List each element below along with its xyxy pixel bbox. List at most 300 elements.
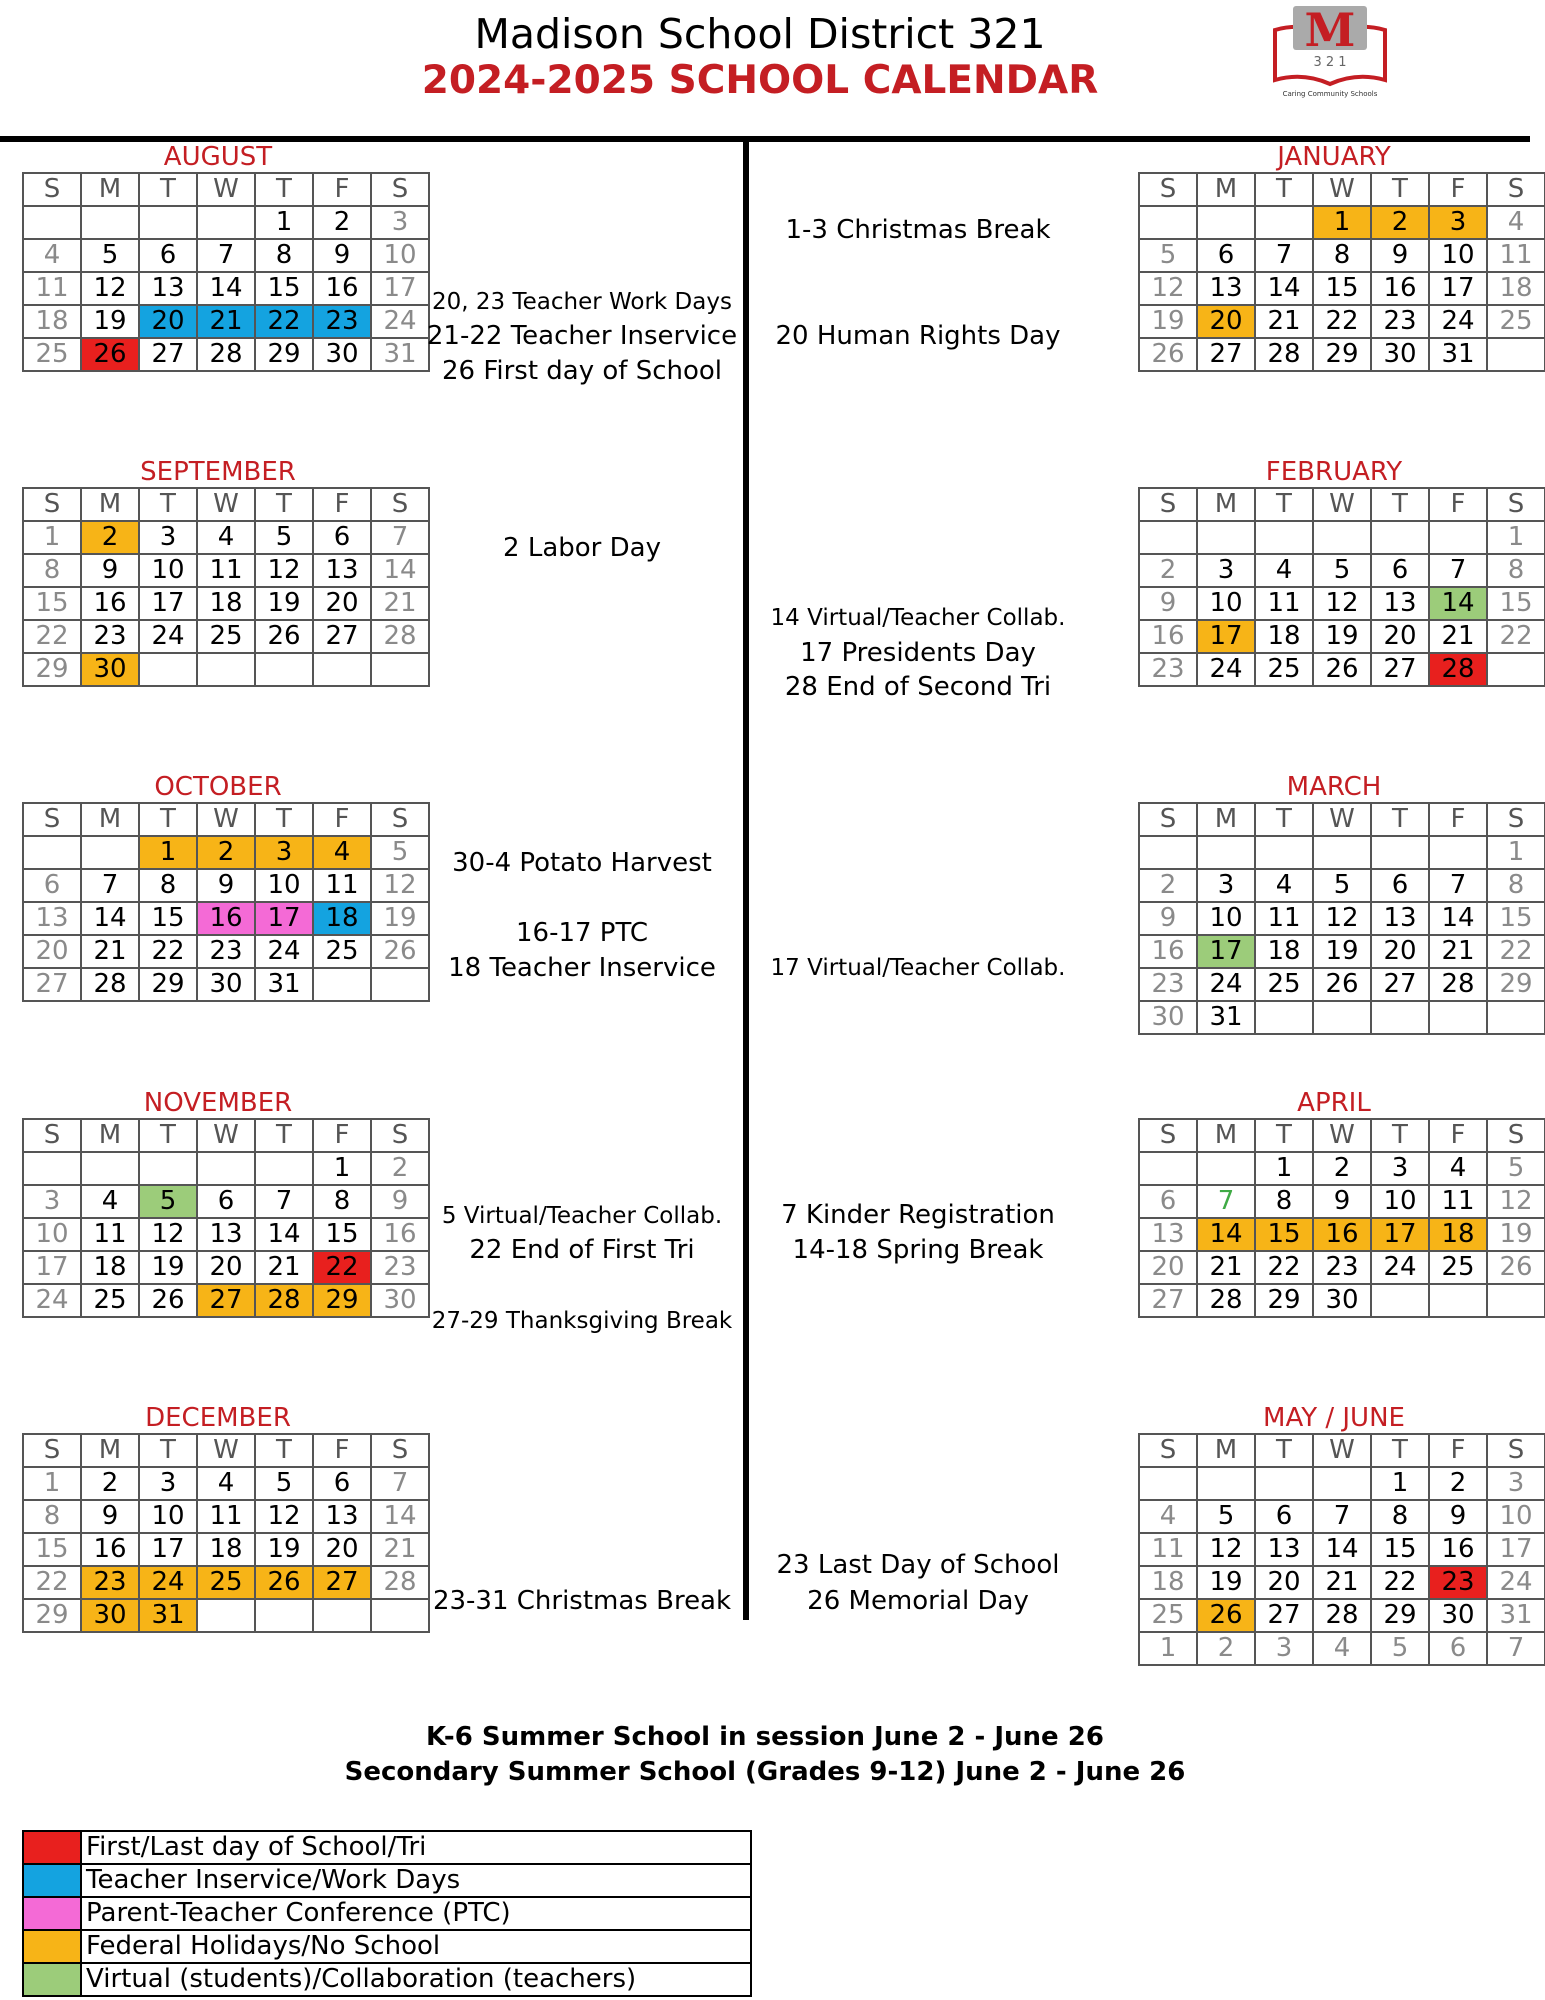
day-cell: 31 <box>139 1599 197 1632</box>
week-row <box>23 1152 429 1185</box>
day-cell: 26 <box>81 338 139 371</box>
legend-label: Virtual (students)/Collaboration (teachers) <box>81 1963 751 1996</box>
empty-cell <box>139 206 197 239</box>
weekday-header: M <box>1197 1434 1255 1467</box>
day-cell: 27 <box>1255 1599 1313 1632</box>
day-cell: 30 <box>1429 1599 1487 1632</box>
day-cell: 11 <box>313 869 371 902</box>
day-cell: 11 <box>23 272 81 305</box>
week-row <box>23 935 429 968</box>
day-cell: 30 <box>371 1284 429 1317</box>
day-cell: 11 <box>81 1218 139 1251</box>
weekday-header: M <box>1197 1119 1255 1152</box>
day-cell: 9 <box>81 554 139 587</box>
day-cell: 10 <box>139 554 197 587</box>
weekday-header: T <box>1255 488 1313 521</box>
empty-cell <box>81 206 139 239</box>
day-cell: 30 <box>1313 1284 1371 1317</box>
week-row <box>23 305 429 338</box>
empty-cell <box>1429 1284 1487 1317</box>
week-row <box>1139 272 1545 305</box>
day-cell: 10 <box>371 239 429 272</box>
day-cell: 18 <box>1255 935 1313 968</box>
empty-cell <box>23 836 81 869</box>
day-cell: 6 <box>139 239 197 272</box>
day-cell: 21 <box>1313 1566 1371 1599</box>
weekday-header: S <box>371 1119 429 1152</box>
weekday-header: S <box>1139 1434 1197 1467</box>
week-row <box>23 1185 429 1218</box>
day-cell: 12 <box>139 1218 197 1251</box>
month-grid <box>1138 1118 1545 1318</box>
month-february <box>1138 457 1533 687</box>
day-cell: 13 <box>197 1218 255 1251</box>
month-march <box>1138 772 1533 1035</box>
week-row <box>1139 902 1545 935</box>
day-cell: 7 <box>255 1185 313 1218</box>
day-cell: 15 <box>23 587 81 620</box>
week-row <box>23 1533 429 1566</box>
legend-label: Parent-Teacher Conference (PTC) <box>81 1897 751 1930</box>
day-cell: 27 <box>1139 1284 1197 1317</box>
week-row <box>1139 305 1545 338</box>
weekday-header: M <box>81 1119 139 1152</box>
day-cell: 15 <box>1487 587 1545 620</box>
week-row <box>23 521 429 554</box>
day-cell: 23 <box>313 305 371 338</box>
week-row <box>23 1566 429 1599</box>
day-cell: 25 <box>23 338 81 371</box>
day-cell: 9 <box>1139 902 1197 935</box>
day-cell: 9 <box>313 239 371 272</box>
day-cell: 28 <box>1313 1599 1371 1632</box>
empty-cell <box>197 653 255 686</box>
week-row <box>23 554 429 587</box>
empty-cell <box>1139 1467 1197 1500</box>
month-grid <box>22 802 430 1002</box>
day-cell: 22 <box>1487 935 1545 968</box>
day-cell: 25 <box>1255 968 1313 1001</box>
empty-cell <box>1371 521 1429 554</box>
svg-text:3 2 1: 3 2 1 <box>1313 55 1347 70</box>
weekday-header: S <box>1487 488 1545 521</box>
day-cell: 13 <box>313 1500 371 1533</box>
day-cell: 15 <box>1371 1533 1429 1566</box>
day-cell: 28 <box>1255 338 1313 371</box>
day-cell: 19 <box>139 1251 197 1284</box>
weekday-header-row <box>1139 173 1545 206</box>
day-cell: 24 <box>371 305 429 338</box>
weekday-header: T <box>255 1434 313 1467</box>
day-cell: 5 <box>255 1467 313 1500</box>
day-cell: 5 <box>1371 1632 1429 1665</box>
day-cell: 7 <box>1255 239 1313 272</box>
legend-row <box>23 1831 751 1864</box>
empty-cell <box>255 1152 313 1185</box>
week-row <box>23 968 429 1001</box>
weekday-header-row <box>23 1434 429 1467</box>
day-cell: 9 <box>371 1185 429 1218</box>
day-cell: 15 <box>1313 272 1371 305</box>
day-cell: 30 <box>313 338 371 371</box>
day-cell: 3 <box>1487 1467 1545 1500</box>
day-cell: 4 <box>313 836 371 869</box>
day-cell: 5 <box>1197 1500 1255 1533</box>
month-grid <box>22 1118 430 1318</box>
week-row <box>23 587 429 620</box>
day-cell: 21 <box>81 935 139 968</box>
day-cell: 13 <box>1255 1533 1313 1566</box>
day-cell: 19 <box>81 305 139 338</box>
day-cell: 9 <box>1139 587 1197 620</box>
day-cell: 4 <box>23 239 81 272</box>
day-cell: 28 <box>81 968 139 1001</box>
month-september <box>22 457 417 687</box>
day-cell: 8 <box>23 554 81 587</box>
week-row <box>23 653 429 686</box>
day-cell: 20 <box>1371 620 1429 653</box>
day-cell: 25 <box>1255 653 1313 686</box>
day-cell: 3 <box>1197 554 1255 587</box>
calendar-title: 2024-2025 SCHOOL CALENDAR <box>421 58 1099 103</box>
day-cell: 12 <box>1313 587 1371 620</box>
day-cell: 14 <box>371 1500 429 1533</box>
day-cell: 13 <box>1371 902 1429 935</box>
summer-school-secondary: Secondary Summer School (Grades 9-12) June 2 - June 26 <box>344 1757 1186 1787</box>
weekday-header: T <box>1371 1119 1429 1152</box>
day-cell: 30 <box>1371 338 1429 371</box>
day-cell: 22 <box>255 305 313 338</box>
day-cell: 16 <box>1139 935 1197 968</box>
legend-swatch-pink <box>23 1897 81 1930</box>
day-cell: 13 <box>1197 272 1255 305</box>
empty-cell <box>371 653 429 686</box>
day-cell: 3 <box>371 206 429 239</box>
empty-cell <box>1255 1001 1313 1034</box>
day-cell: 12 <box>81 272 139 305</box>
day-cell: 29 <box>313 1284 371 1317</box>
weekday-header: W <box>1313 1119 1371 1152</box>
day-cell: 10 <box>1197 902 1255 935</box>
weekday-header: F <box>1429 1119 1487 1152</box>
day-cell: 21 <box>1255 305 1313 338</box>
day-cell: 1 <box>1371 1467 1429 1500</box>
day-cell: 21 <box>1429 620 1487 653</box>
day-cell: 28 <box>1197 1284 1255 1317</box>
day-cell: 22 <box>1255 1251 1313 1284</box>
day-cell: 15 <box>255 272 313 305</box>
day-cell: 18 <box>1429 1218 1487 1251</box>
weekday-header: S <box>1139 803 1197 836</box>
day-cell: 28 <box>255 1284 313 1317</box>
week-row <box>1139 1632 1545 1665</box>
day-cell: 29 <box>23 653 81 686</box>
empty-cell <box>139 653 197 686</box>
day-cell: 1 <box>23 521 81 554</box>
weekday-header: T <box>1371 1434 1429 1467</box>
day-cell: 1 <box>313 1152 371 1185</box>
day-cell: 31 <box>1197 1001 1255 1034</box>
weekday-header: M <box>81 1434 139 1467</box>
weekday-header: S <box>1139 173 1197 206</box>
weekday-header: W <box>197 1434 255 1467</box>
empty-cell <box>1371 1001 1429 1034</box>
week-row <box>23 836 429 869</box>
day-cell: 4 <box>1313 1632 1371 1665</box>
week-row <box>1139 1500 1545 1533</box>
month-name: MAY / JUNE <box>1263 1403 1405 1433</box>
empty-cell <box>313 653 371 686</box>
month-october <box>22 772 417 1002</box>
event-november-thanksgiving: 27-29 Thanksgiving Break <box>431 1308 733 1334</box>
day-cell: 16 <box>1313 1218 1371 1251</box>
day-cell: 2 <box>1371 206 1429 239</box>
weekday-header: M <box>1197 803 1255 836</box>
day-cell: 14 <box>1429 587 1487 620</box>
event-february-virtual: 14 Virtual/Teacher Collab. <box>770 605 1066 631</box>
day-cell: 26 <box>1197 1599 1255 1632</box>
empty-cell <box>1429 521 1487 554</box>
day-cell: 30 <box>81 653 139 686</box>
day-cell: 25 <box>81 1284 139 1317</box>
weekday-header: S <box>371 1434 429 1467</box>
empty-cell <box>1429 836 1487 869</box>
day-cell: 31 <box>1429 338 1487 371</box>
legend-swatch-orange <box>23 1930 81 1963</box>
day-cell: 3 <box>139 521 197 554</box>
empty-cell <box>1197 836 1255 869</box>
day-cell: 4 <box>197 521 255 554</box>
day-cell: 19 <box>255 1533 313 1566</box>
day-cell: 1 <box>1487 836 1545 869</box>
day-cell: 26 <box>1313 968 1371 1001</box>
week-row <box>23 869 429 902</box>
day-cell: 1 <box>255 206 313 239</box>
day-cell: 12 <box>1313 902 1371 935</box>
event-october-inservice: 18 Teacher Inservice <box>448 953 716 983</box>
day-cell: 29 <box>1313 338 1371 371</box>
week-row <box>1139 239 1545 272</box>
day-cell: 19 <box>255 587 313 620</box>
day-cell: 4 <box>1255 869 1313 902</box>
day-cell: 6 <box>1429 1632 1487 1665</box>
day-cell: 17 <box>1197 935 1255 968</box>
week-row <box>1139 836 1545 869</box>
day-cell: 16 <box>197 902 255 935</box>
day-cell: 23 <box>371 1251 429 1284</box>
day-cell: 27 <box>1371 968 1429 1001</box>
event-november-end-first-tri: 22 End of First Tri <box>469 1235 695 1265</box>
day-cell: 19 <box>1313 935 1371 968</box>
day-cell: 14 <box>371 554 429 587</box>
day-cell: 13 <box>1139 1218 1197 1251</box>
weekday-header: M <box>1197 173 1255 206</box>
weekday-header: S <box>1487 803 1545 836</box>
day-cell: 28 <box>1429 653 1487 686</box>
event-may-memorial-day: 26 Memorial Day <box>807 1586 1029 1616</box>
weekday-header: W <box>1313 1434 1371 1467</box>
day-cell: 2 <box>371 1152 429 1185</box>
empty-cell <box>1487 1001 1545 1034</box>
week-row <box>1139 653 1545 686</box>
event-march-virtual: 17 Virtual/Teacher Collab. <box>770 955 1066 981</box>
month-name: DECEMBER <box>145 1403 291 1433</box>
day-cell: 1 <box>23 1467 81 1500</box>
day-cell: 19 <box>1487 1218 1545 1251</box>
day-cell: 25 <box>313 935 371 968</box>
day-cell: 1 <box>1487 521 1545 554</box>
day-cell: 14 <box>1313 1533 1371 1566</box>
day-cell: 6 <box>23 869 81 902</box>
day-cell: 17 <box>1197 620 1255 653</box>
empty-cell <box>313 968 371 1001</box>
day-cell: 20 <box>1255 1566 1313 1599</box>
day-cell: 10 <box>1371 1185 1429 1218</box>
day-cell: 6 <box>1139 1185 1197 1218</box>
month-name: SEPTEMBER <box>140 457 296 487</box>
legend-row <box>23 1864 751 1897</box>
week-row <box>23 1218 429 1251</box>
weekday-header: T <box>139 1119 197 1152</box>
day-cell: 11 <box>197 554 255 587</box>
day-cell: 27 <box>313 1566 371 1599</box>
day-cell: 14 <box>1255 272 1313 305</box>
day-cell: 5 <box>255 521 313 554</box>
weekday-header: F <box>313 803 371 836</box>
weekday-header-row <box>23 803 429 836</box>
empty-cell <box>1371 836 1429 869</box>
svg-text:M: M <box>1304 3 1356 57</box>
month-grid <box>1138 172 1545 372</box>
day-cell: 17 <box>1371 1218 1429 1251</box>
empty-cell <box>1255 206 1313 239</box>
day-cell: 9 <box>197 869 255 902</box>
week-row <box>1139 1284 1545 1317</box>
day-cell: 6 <box>1197 239 1255 272</box>
day-cell: 21 <box>255 1251 313 1284</box>
day-cell: 18 <box>197 1533 255 1566</box>
day-cell: 23 <box>1139 653 1197 686</box>
day-cell: 16 <box>313 272 371 305</box>
day-cell: 18 <box>1139 1566 1197 1599</box>
day-cell: 28 <box>197 338 255 371</box>
month-december <box>22 1403 417 1633</box>
day-cell: 22 <box>1487 620 1545 653</box>
weekday-header-row <box>23 488 429 521</box>
day-cell: 16 <box>1371 272 1429 305</box>
week-row <box>23 1467 429 1500</box>
day-cell: 19 <box>1139 305 1197 338</box>
day-cell: 20 <box>197 1251 255 1284</box>
weekday-header-row <box>23 173 429 206</box>
day-cell: 12 <box>255 554 313 587</box>
empty-cell <box>23 206 81 239</box>
day-cell: 27 <box>139 338 197 371</box>
day-cell: 19 <box>1197 1566 1255 1599</box>
month-may-june <box>1138 1403 1533 1666</box>
weekday-header: T <box>255 488 313 521</box>
day-cell: 16 <box>81 587 139 620</box>
empty-cell <box>1197 1467 1255 1500</box>
day-cell: 15 <box>139 902 197 935</box>
day-cell: 7 <box>1429 869 1487 902</box>
day-cell: 4 <box>1429 1152 1487 1185</box>
empty-cell <box>1197 206 1255 239</box>
day-cell: 24 <box>1487 1566 1545 1599</box>
weekday-header: S <box>371 173 429 206</box>
day-cell: 5 <box>139 1185 197 1218</box>
summer-school-k6: K-6 Summer School in session June 2 - June 26 <box>426 1722 1104 1752</box>
day-cell: 21 <box>197 305 255 338</box>
day-cell: 26 <box>1313 653 1371 686</box>
day-cell: 14 <box>1429 902 1487 935</box>
weekday-header: S <box>23 488 81 521</box>
empty-cell <box>1313 836 1371 869</box>
day-cell: 4 <box>197 1467 255 1500</box>
weekday-header: M <box>81 173 139 206</box>
event-january-human-rights-day: 20 Human Rights Day <box>775 321 1061 351</box>
day-cell: 8 <box>1487 869 1545 902</box>
day-cell: 26 <box>1139 338 1197 371</box>
day-cell: 18 <box>313 902 371 935</box>
day-cell: 2 <box>1139 554 1197 587</box>
empty-cell <box>197 1599 255 1632</box>
event-april-kinder-registration: 7 Kinder Registration <box>781 1200 1055 1230</box>
day-cell: 16 <box>1429 1533 1487 1566</box>
day-cell: 8 <box>1255 1185 1313 1218</box>
day-cell: 25 <box>1139 1599 1197 1632</box>
day-cell: 29 <box>1487 968 1545 1001</box>
day-cell: 8 <box>139 869 197 902</box>
day-cell: 24 <box>1429 305 1487 338</box>
day-cell: 17 <box>255 902 313 935</box>
day-cell: 23 <box>1371 305 1429 338</box>
weekday-header: T <box>1371 488 1429 521</box>
day-cell: 10 <box>139 1500 197 1533</box>
day-cell: 23 <box>197 935 255 968</box>
day-cell: 17 <box>23 1251 81 1284</box>
day-cell: 20 <box>313 1533 371 1566</box>
day-cell: 15 <box>313 1218 371 1251</box>
day-cell: 22 <box>1371 1566 1429 1599</box>
day-cell: 13 <box>139 272 197 305</box>
day-cell: 28 <box>1429 968 1487 1001</box>
day-cell: 16 <box>371 1218 429 1251</box>
weekday-header: W <box>1313 173 1371 206</box>
day-cell: 10 <box>1197 587 1255 620</box>
weekday-header: F <box>1429 1434 1487 1467</box>
weekday-header: T <box>255 173 313 206</box>
day-cell: 6 <box>197 1185 255 1218</box>
weekday-header: S <box>1487 173 1545 206</box>
day-cell: 5 <box>1313 869 1371 902</box>
day-cell: 20 <box>23 935 81 968</box>
month-grid <box>1138 802 1545 1035</box>
week-row <box>23 338 429 371</box>
legend-label: Federal Holidays/No School <box>81 1930 751 1963</box>
empty-cell <box>81 836 139 869</box>
event-august-inservice: 21-22 Teacher Inservice <box>426 321 738 351</box>
weekday-header: T <box>139 803 197 836</box>
day-cell: 19 <box>371 902 429 935</box>
day-cell: 23 <box>1139 968 1197 1001</box>
weekday-header: W <box>197 803 255 836</box>
weekday-header: T <box>1371 173 1429 206</box>
week-row <box>1139 1218 1545 1251</box>
weekday-header: T <box>1255 803 1313 836</box>
day-cell: 26 <box>371 935 429 968</box>
weekday-header: T <box>1255 1434 1313 1467</box>
